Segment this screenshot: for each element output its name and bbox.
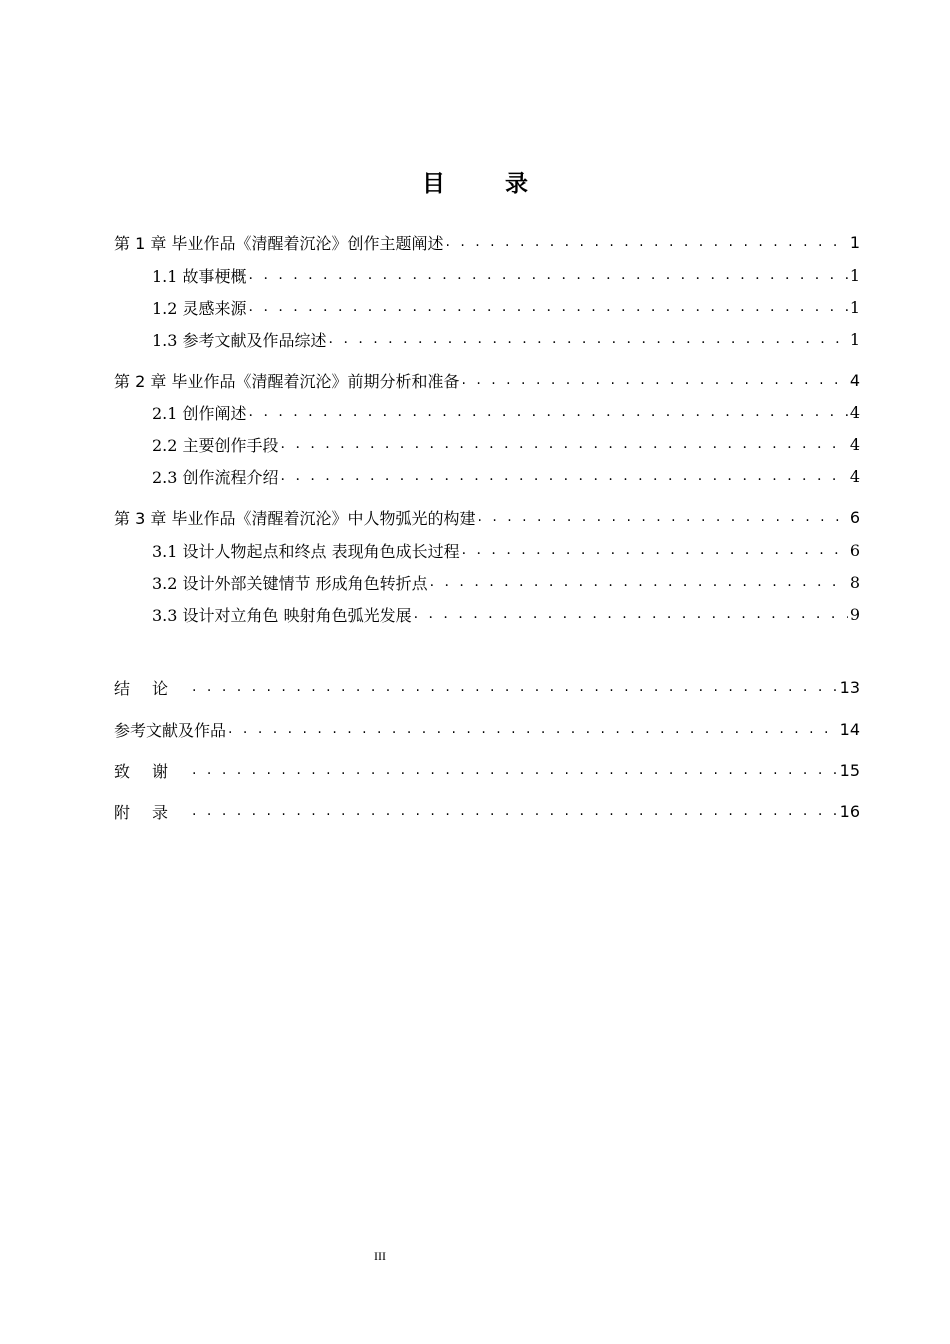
toc-entry-label: 第 1 章 毕业作品《清醒着沉沦》创作主题阐述 bbox=[114, 233, 444, 253]
toc-entry-label: 3.2 设计外部关键情节 形成角色转折点 bbox=[152, 573, 428, 593]
toc-entry-page: 4 bbox=[849, 402, 860, 422]
toc-entry-conclusion[interactable] bbox=[114, 675, 860, 699]
toc-entry-section-2-2[interactable] bbox=[152, 432, 860, 456]
toc-entry-label: 结论 bbox=[114, 678, 191, 698]
toc-entry-page: 15 bbox=[839, 760, 860, 780]
toc-entry-label: 2.2 主要创作手段 bbox=[152, 435, 279, 455]
toc-entry-appendix[interactable] bbox=[114, 799, 860, 823]
toc-entry-page: 4 bbox=[849, 434, 860, 454]
toc-entry-label: 3.3 设计对立角色 映射角色弧光发展 bbox=[152, 605, 412, 625]
toc-entry-page: 4 bbox=[849, 370, 860, 390]
toc-entry-label: 附录 bbox=[114, 802, 191, 822]
toc-entry-section-2-3[interactable] bbox=[152, 464, 860, 488]
toc-entry-section-1-2[interactable] bbox=[152, 295, 860, 319]
toc-entry-page: 16 bbox=[839, 801, 860, 821]
dot-leader bbox=[461, 368, 847, 392]
dot-leader bbox=[477, 505, 847, 529]
dot-leader bbox=[192, 675, 838, 699]
toc-entry-chapter-1[interactable] bbox=[114, 230, 860, 254]
toc-entry-label: 第 2 章 毕业作品《清醒着沉沦》前期分析和准备 bbox=[114, 371, 460, 391]
dot-leader bbox=[228, 717, 838, 741]
toc-entry-label: 致谢 bbox=[114, 761, 191, 781]
toc-entry-page: 1 bbox=[849, 329, 860, 349]
page-title: 目 录 bbox=[421, 171, 554, 197]
dot-leader bbox=[462, 538, 848, 562]
dot-leader bbox=[249, 295, 848, 319]
dot-leader bbox=[445, 230, 847, 254]
toc-entry-page: 14 bbox=[839, 719, 860, 739]
page-number: III bbox=[374, 1249, 386, 1263]
dot-leader bbox=[414, 602, 848, 626]
toc-entry-page: 8 bbox=[849, 572, 860, 592]
toc-entry-label: 1.3 参考文献及作品综述 bbox=[152, 330, 327, 350]
dot-leader bbox=[249, 400, 848, 424]
toc-entry-label: 1.1 故事梗概 bbox=[152, 266, 247, 286]
toc-entry-page: 4 bbox=[849, 466, 860, 486]
toc-entry-references[interactable] bbox=[114, 717, 860, 741]
toc-entry-section-2-1[interactable] bbox=[152, 400, 860, 424]
toc-entry-label: 2.3 创作流程介绍 bbox=[152, 467, 279, 487]
dot-leader bbox=[329, 327, 848, 351]
dot-leader bbox=[249, 263, 848, 287]
dot-leader bbox=[430, 570, 848, 594]
toc-entry-page: 9 bbox=[849, 604, 860, 624]
dot-leader bbox=[281, 432, 848, 456]
toc-entry-label: 1.2 灵感来源 bbox=[152, 298, 247, 318]
dot-leader bbox=[192, 799, 838, 823]
toc-entry-label: 第 3 章 毕业作品《清醒着沉沦》中人物弧光的构建 bbox=[114, 508, 476, 528]
toc-entry-page: 1 bbox=[849, 265, 860, 285]
dot-leader bbox=[192, 758, 838, 782]
toc-entry-acknowledgements[interactable] bbox=[114, 758, 860, 782]
toc-entry-chapter-3[interactable] bbox=[114, 505, 860, 529]
dot-leader bbox=[281, 464, 848, 488]
toc-entry-section-3-3[interactable] bbox=[152, 602, 860, 626]
toc-entry-page: 1 bbox=[849, 232, 860, 252]
toc-entry-section-3-1[interactable] bbox=[152, 538, 860, 562]
toc-entry-page: 1 bbox=[849, 297, 860, 317]
toc-entry-section-1-3[interactable] bbox=[152, 327, 860, 351]
toc-entry-chapter-2[interactable] bbox=[114, 368, 860, 392]
toc-entry-page: 13 bbox=[839, 677, 860, 697]
toc-entry-label: 3.1 设计人物起点和终点 表现角色成长过程 bbox=[152, 541, 460, 561]
toc-entry-label: 参考文献及作品 bbox=[114, 720, 227, 740]
toc-entry-page: 6 bbox=[849, 507, 860, 527]
toc-entry-section-1-1[interactable] bbox=[152, 263, 860, 287]
toc-entry-section-3-2[interactable] bbox=[152, 570, 860, 594]
toc-entry-page: 6 bbox=[849, 540, 860, 560]
toc-entry-label: 2.1 创作阐述 bbox=[152, 403, 247, 423]
